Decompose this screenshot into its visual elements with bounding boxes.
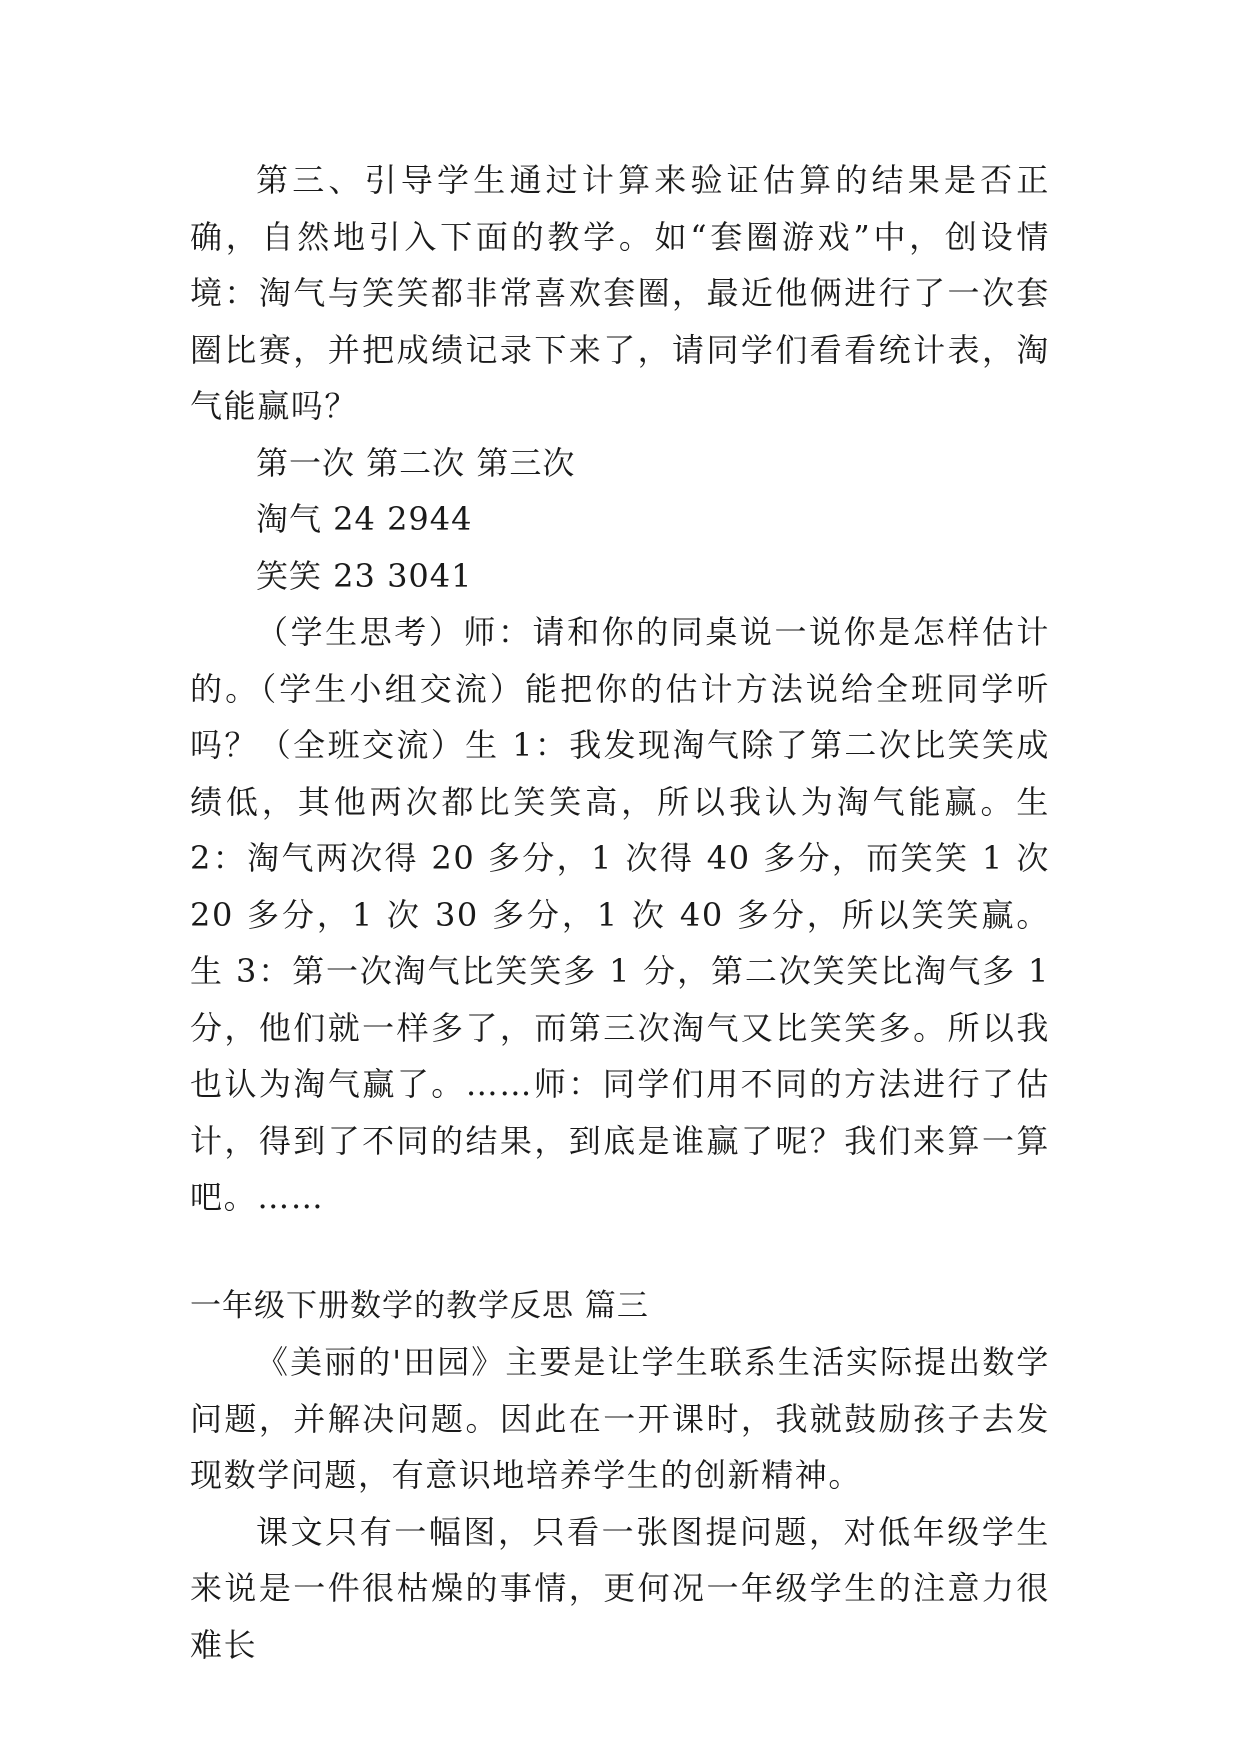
paragraph-class-discussion: （学生思考）师：请和你的同桌说一说你是怎样估计的。（学生小组交流）能把你的估计方法说给全班同学听吗？（全班交流）生 1：我发现淘气除了第二次比笑笑成绩低，其他两次都比笑笑高，所以我认为淘气能赢。生 2：淘气两次得 20 多分，1 次得 40 多分，而笑笑 1 次 20 多分，1 次 30 多分，1 次 40 多分，所以笑笑赢。生 3：第一次淘气比笑笑多 1 分，第二次笑笑比淘气多 1 分，他们就一样多了，而第三次淘气又比笑笑多。所以我也认为淘气赢了。……师：同学们用不同的方法进行了估计，得到了不同的结果，到底是谁赢了呢？我们来算一算吧。…… <box>190 613 1050 1216</box>
score-table-row-xiaoxiao: 笑笑 23 3041 <box>256 556 473 595</box>
score-table-header: 第一次 第二次 第三次 <box>256 443 576 482</box>
paragraph-estimation-verification: 第三、引导学生通过计算来验证估算的结果是否正确，自然地引入下面的教学。如“套圈游戏”中，创设情境：淘气与笑笑都非常喜欢套圈，最近他俩进行了一次套圈比赛，并把成绩记录下来了，请同学们看看统计表，淘气能赢吗？ <box>190 161 1050 425</box>
section-spacer <box>190 1226 1050 1278</box>
paragraph-beautiful-countryside: 《美丽的'田园》主要是让学生联系生活实际提出数学问题，并解决问题。因此在一开课时，我就鼓励孩子去发现数学问题，有意识地培养学生的创新精神。 <box>190 1343 1050 1494</box>
document-body <box>190 152 1050 1673</box>
paragraph-single-picture: 课文只有一幅图，只看一张图提问题，对低年级学生来说是一件很枯燥的事情，更何况一年级学生的注意力很难长 <box>190 1512 1050 1664</box>
section-heading: 一年级下册数学的教学反思 篇三 <box>190 1287 649 1324</box>
score-table-row-taoqi: 淘气 24 2944 <box>256 500 473 538</box>
